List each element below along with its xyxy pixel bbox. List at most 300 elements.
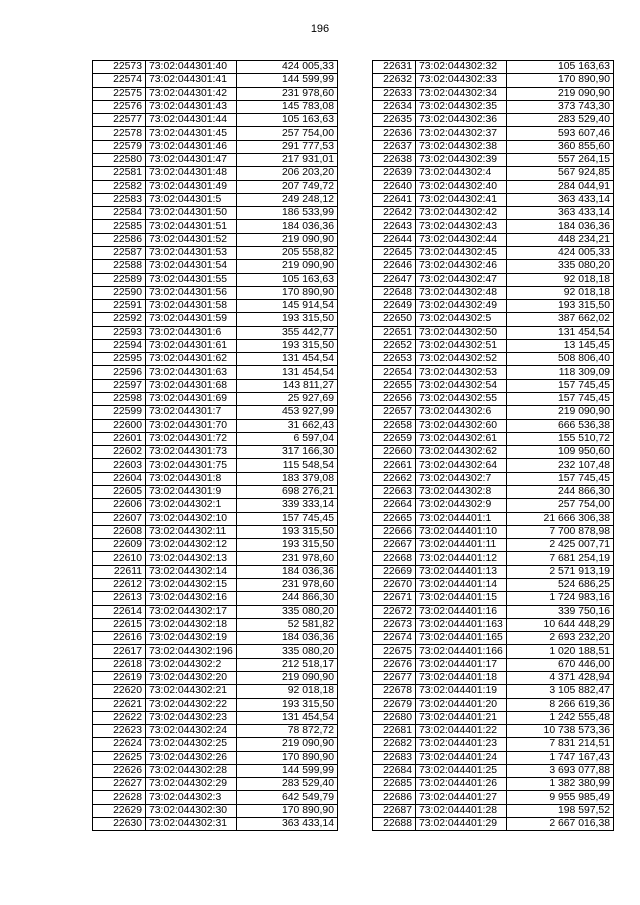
value-cell: 8 266 619,36 bbox=[507, 698, 614, 711]
row-number-cell: 22624 bbox=[93, 738, 146, 751]
value-cell: 2 425 007,71 bbox=[507, 539, 614, 552]
value-cell: 7 681 254,19 bbox=[507, 552, 614, 565]
cadastral-number-cell: 73:02:044302:45 bbox=[416, 246, 507, 259]
cadastral-number-cell: 73:02:044302:38 bbox=[416, 140, 507, 153]
cadastral-number-cell: 73:02:044302:7 bbox=[416, 472, 507, 485]
row-number-cell: 22628 bbox=[93, 791, 146, 804]
row-number-cell: 22636 bbox=[373, 127, 416, 140]
table-row bbox=[373, 605, 614, 618]
row-number-cell: 22655 bbox=[373, 379, 416, 392]
table-row bbox=[93, 353, 338, 366]
table-row bbox=[373, 61, 614, 74]
value-cell: 78 872,72 bbox=[237, 725, 338, 738]
table-row bbox=[373, 725, 614, 738]
row-number-cell: 22581 bbox=[93, 167, 146, 180]
value-cell: 335 080,20 bbox=[237, 645, 338, 658]
value-cell: 109 950,60 bbox=[507, 446, 614, 459]
row-number-cell: 22649 bbox=[373, 300, 416, 313]
table-row bbox=[93, 685, 338, 698]
row-number-cell: 22604 bbox=[93, 472, 146, 485]
value-cell: 219 090,90 bbox=[237, 233, 338, 246]
row-number-cell: 22685 bbox=[373, 778, 416, 791]
row-number-cell: 22584 bbox=[93, 207, 146, 220]
value-cell: 212 518,17 bbox=[237, 658, 338, 671]
row-number-cell: 22674 bbox=[373, 632, 416, 645]
cadastral-number-cell: 73:02:044301:9 bbox=[146, 486, 237, 499]
cadastral-number-cell: 73:02:044302:13 bbox=[146, 552, 237, 565]
row-number-cell: 22638 bbox=[373, 153, 416, 166]
cadastral-number-cell: 73:02:044401:165 bbox=[416, 632, 507, 645]
row-number-cell: 22589 bbox=[93, 273, 146, 286]
table-row bbox=[93, 552, 338, 565]
value-cell: 115 548,54 bbox=[237, 459, 338, 472]
value-cell: 186 533,99 bbox=[237, 207, 338, 220]
row-number-cell: 22601 bbox=[93, 432, 146, 445]
cadastral-number-cell: 73:02:044302:62 bbox=[416, 446, 507, 459]
row-number-cell: 22631 bbox=[373, 61, 416, 74]
value-cell: 143 811,27 bbox=[237, 379, 338, 392]
cadastral-number-cell: 73:02:044302:11 bbox=[146, 525, 237, 538]
cadastral-number-cell: 73:02:044401:10 bbox=[416, 525, 507, 538]
cadastral-number-cell: 73:02:044401:14 bbox=[416, 578, 507, 591]
table-row bbox=[93, 193, 338, 206]
value-cell: 170 890,90 bbox=[237, 286, 338, 299]
table-row bbox=[373, 339, 614, 352]
row-number-cell: 22577 bbox=[93, 114, 146, 127]
row-number-cell: 22632 bbox=[373, 74, 416, 87]
value-cell: 184 036,36 bbox=[237, 632, 338, 645]
table-row bbox=[373, 326, 614, 339]
value-cell: 231 978,60 bbox=[237, 552, 338, 565]
cadastral-number-cell: 73:02:044302:22 bbox=[146, 698, 237, 711]
value-cell: 698 276,21 bbox=[237, 486, 338, 499]
cadastral-number-cell: 73:02:044401:27 bbox=[416, 791, 507, 804]
table-row bbox=[373, 140, 614, 153]
row-number-cell: 22593 bbox=[93, 326, 146, 339]
table-row bbox=[93, 167, 338, 180]
value-cell: 1 724 983,16 bbox=[507, 592, 614, 605]
row-number-cell: 22651 bbox=[373, 326, 416, 339]
table-row bbox=[93, 525, 338, 538]
table-row bbox=[93, 459, 338, 472]
row-number-cell: 22648 bbox=[373, 286, 416, 299]
value-cell: 92 018,18 bbox=[507, 273, 614, 286]
row-number-cell: 22582 bbox=[93, 180, 146, 193]
value-cell: 666 536,38 bbox=[507, 419, 614, 432]
cadastral-number-cell: 73:02:044302:32 bbox=[416, 61, 507, 74]
cadastral-number-cell: 73:02:044301:42 bbox=[146, 87, 237, 100]
row-number-cell: 22676 bbox=[373, 658, 416, 671]
cadastral-number-cell: 73:02:044302:41 bbox=[416, 193, 507, 206]
value-cell: 424 005,33 bbox=[237, 61, 338, 74]
row-number-cell: 22684 bbox=[373, 764, 416, 777]
value-cell: 360 855,60 bbox=[507, 140, 614, 153]
row-number-cell: 22658 bbox=[373, 419, 416, 432]
value-cell: 424 005,33 bbox=[507, 246, 614, 259]
row-number-cell: 22656 bbox=[373, 393, 416, 406]
table-row bbox=[373, 393, 614, 406]
row-number-cell: 22586 bbox=[93, 233, 146, 246]
cadastral-number-cell: 73:02:044302:52 bbox=[416, 353, 507, 366]
table-row bbox=[373, 353, 614, 366]
value-cell: 219 090,90 bbox=[507, 87, 614, 100]
cadastral-number-cell: 73:02:044302:6 bbox=[416, 406, 507, 419]
table-row bbox=[93, 432, 338, 445]
cadastral-number-cell: 73:02:044301:7 bbox=[146, 406, 237, 419]
table-row bbox=[93, 233, 338, 246]
row-number-cell: 22602 bbox=[93, 446, 146, 459]
value-cell: 170 890,90 bbox=[237, 751, 338, 764]
value-cell: 593 607,46 bbox=[507, 127, 614, 140]
cadastral-number-cell: 73:02:044302:4 bbox=[416, 167, 507, 180]
row-number-cell: 22607 bbox=[93, 512, 146, 525]
value-cell: 339 750,16 bbox=[507, 605, 614, 618]
cadastral-number-cell: 73:02:044302:53 bbox=[416, 366, 507, 379]
row-number-cell: 22618 bbox=[93, 658, 146, 671]
value-cell: 193 315,50 bbox=[237, 313, 338, 326]
parcel-table-left bbox=[92, 60, 338, 831]
row-number-cell: 22606 bbox=[93, 499, 146, 512]
table-row bbox=[93, 578, 338, 591]
row-number-cell: 22642 bbox=[373, 207, 416, 220]
value-cell: 1 747 167,43 bbox=[507, 751, 614, 764]
value-cell: 244 866,30 bbox=[507, 486, 614, 499]
row-number-cell: 22603 bbox=[93, 459, 146, 472]
cadastral-number-cell: 73:02:044302:15 bbox=[146, 578, 237, 591]
cadastral-number-cell: 73:02:044302:8 bbox=[416, 486, 507, 499]
row-number-cell: 22600 bbox=[93, 419, 146, 432]
table-row bbox=[93, 632, 338, 645]
value-cell: 363 433,14 bbox=[507, 207, 614, 220]
row-number-cell: 22669 bbox=[373, 565, 416, 578]
value-cell: 7 831 214,51 bbox=[507, 738, 614, 751]
cadastral-number-cell: 73:02:044301:54 bbox=[146, 260, 237, 273]
cadastral-number-cell: 73:02:044302:42 bbox=[416, 207, 507, 220]
value-cell: 283 529,40 bbox=[237, 778, 338, 791]
cadastral-number-cell: 73:02:044301:49 bbox=[146, 180, 237, 193]
row-number-cell: 22609 bbox=[93, 539, 146, 552]
table-row bbox=[373, 539, 614, 552]
cadastral-number-cell: 73:02:044301:45 bbox=[146, 127, 237, 140]
cadastral-number-cell: 73:02:044302:19 bbox=[146, 632, 237, 645]
cadastral-number-cell: 73:02:044302:5 bbox=[416, 313, 507, 326]
cadastral-number-cell: 73:02:044301:59 bbox=[146, 313, 237, 326]
table-row bbox=[373, 100, 614, 113]
cadastral-number-cell: 73:02:044302:31 bbox=[146, 818, 237, 831]
cadastral-number-cell: 73:02:044302:51 bbox=[416, 339, 507, 352]
cadastral-number-cell: 73:02:044401:18 bbox=[416, 671, 507, 684]
cadastral-number-cell: 73:02:044302:9 bbox=[416, 499, 507, 512]
row-number-cell: 22679 bbox=[373, 698, 416, 711]
value-cell: 193 315,50 bbox=[237, 525, 338, 538]
table-row bbox=[373, 153, 614, 166]
cadastral-number-cell: 73:02:044301:55 bbox=[146, 273, 237, 286]
cadastral-number-cell: 73:02:044301:62 bbox=[146, 353, 237, 366]
row-number-cell: 22668 bbox=[373, 552, 416, 565]
row-number-cell: 22617 bbox=[93, 645, 146, 658]
value-cell: 7 700 878,98 bbox=[507, 525, 614, 538]
value-cell: 131 454,54 bbox=[237, 353, 338, 366]
value-cell: 193 315,50 bbox=[237, 539, 338, 552]
value-cell: 3 693 077,88 bbox=[507, 764, 614, 777]
table-row bbox=[93, 61, 338, 74]
value-cell: 363 433,14 bbox=[507, 193, 614, 206]
table-row bbox=[93, 671, 338, 684]
value-cell: 219 090,90 bbox=[237, 260, 338, 273]
row-number-cell: 22635 bbox=[373, 114, 416, 127]
table-row bbox=[93, 393, 338, 406]
table-row bbox=[93, 446, 338, 459]
value-cell: 524 686,25 bbox=[507, 578, 614, 591]
table-row bbox=[93, 419, 338, 432]
value-cell: 670 446,00 bbox=[507, 658, 614, 671]
value-cell: 184 036,36 bbox=[237, 565, 338, 578]
value-cell: 157 745,45 bbox=[237, 512, 338, 525]
parcel-table-right bbox=[372, 60, 614, 831]
row-number-cell: 22623 bbox=[93, 725, 146, 738]
cadastral-number-cell: 73:02:044401:13 bbox=[416, 565, 507, 578]
cadastral-number-cell: 73:02:044302:37 bbox=[416, 127, 507, 140]
value-cell: 257 754,00 bbox=[237, 127, 338, 140]
row-number-cell: 22657 bbox=[373, 406, 416, 419]
table-row bbox=[93, 738, 338, 751]
table-row bbox=[373, 313, 614, 326]
value-cell: 448 234,21 bbox=[507, 233, 614, 246]
row-number-cell: 22576 bbox=[93, 100, 146, 113]
table-row bbox=[373, 778, 614, 791]
cadastral-number-cell: 73:02:044302:16 bbox=[146, 592, 237, 605]
table-row bbox=[93, 366, 338, 379]
row-number-cell: 22663 bbox=[373, 486, 416, 499]
table-row bbox=[93, 246, 338, 259]
table-row bbox=[93, 313, 338, 326]
value-cell: 52 581,82 bbox=[237, 618, 338, 631]
table-row bbox=[93, 764, 338, 777]
cadastral-number-cell: 73:02:044302:47 bbox=[416, 273, 507, 286]
value-cell: 3 105 882,47 bbox=[507, 685, 614, 698]
cadastral-number-cell: 73:02:044301:63 bbox=[146, 366, 237, 379]
value-cell: 31 662,43 bbox=[237, 419, 338, 432]
row-number-cell: 22611 bbox=[93, 565, 146, 578]
cadastral-number-cell: 73:02:044301:72 bbox=[146, 432, 237, 445]
row-number-cell: 22605 bbox=[93, 486, 146, 499]
value-cell: 25 927,69 bbox=[237, 393, 338, 406]
value-cell: 1 382 380,99 bbox=[507, 778, 614, 791]
row-number-cell: 22580 bbox=[93, 153, 146, 166]
table-row bbox=[373, 74, 614, 87]
table-row bbox=[93, 512, 338, 525]
cadastral-number-cell: 73:02:044401:15 bbox=[416, 592, 507, 605]
table-row bbox=[93, 300, 338, 313]
cadastral-number-cell: 73:02:044302:1 bbox=[146, 499, 237, 512]
value-cell: 219 090,90 bbox=[507, 406, 614, 419]
value-cell: 145 783,08 bbox=[237, 100, 338, 113]
value-cell: 206 203,20 bbox=[237, 167, 338, 180]
value-cell: 205 558,82 bbox=[237, 246, 338, 259]
row-number-cell: 22681 bbox=[373, 725, 416, 738]
table-row bbox=[373, 300, 614, 313]
table-row bbox=[93, 180, 338, 193]
table-row bbox=[373, 512, 614, 525]
table-row bbox=[373, 592, 614, 605]
row-number-cell: 22678 bbox=[373, 685, 416, 698]
cadastral-number-cell: 73:02:044302:54 bbox=[416, 379, 507, 392]
cadastral-number-cell: 73:02:044301:51 bbox=[146, 220, 237, 233]
row-number-cell: 22667 bbox=[373, 539, 416, 552]
value-cell: 10 738 573,36 bbox=[507, 725, 614, 738]
table-row bbox=[93, 326, 338, 339]
table-row bbox=[373, 379, 614, 392]
table-row bbox=[373, 632, 614, 645]
value-cell: 557 264,15 bbox=[507, 153, 614, 166]
row-number-cell: 22671 bbox=[373, 592, 416, 605]
cadastral-number-cell: 73:02:044302:61 bbox=[416, 432, 507, 445]
cadastral-number-cell: 73:02:044301:53 bbox=[146, 246, 237, 259]
cadastral-number-cell: 73:02:044401:26 bbox=[416, 778, 507, 791]
cadastral-number-cell: 73:02:044302:2 bbox=[146, 658, 237, 671]
table-row bbox=[373, 499, 614, 512]
row-number-cell: 22639 bbox=[373, 167, 416, 180]
row-number-cell: 22630 bbox=[93, 818, 146, 831]
row-number-cell: 22626 bbox=[93, 764, 146, 777]
cadastral-number-cell: 73:02:044302:39 bbox=[416, 153, 507, 166]
cadastral-number-cell: 73:02:044401:11 bbox=[416, 539, 507, 552]
value-cell: 144 599,99 bbox=[237, 764, 338, 777]
cadastral-number-cell: 73:02:044301:69 bbox=[146, 393, 237, 406]
value-cell: 4 371 428,94 bbox=[507, 671, 614, 684]
row-number-cell: 22583 bbox=[93, 193, 146, 206]
table-row bbox=[373, 738, 614, 751]
table-row bbox=[93, 751, 338, 764]
row-number-cell: 22654 bbox=[373, 366, 416, 379]
cadastral-number-cell: 73:02:044301:40 bbox=[146, 61, 237, 74]
table-row bbox=[373, 671, 614, 684]
value-cell: 118 309,09 bbox=[507, 366, 614, 379]
value-cell: 2 693 232,20 bbox=[507, 632, 614, 645]
row-number-cell: 22673 bbox=[373, 618, 416, 631]
row-number-cell: 22653 bbox=[373, 353, 416, 366]
row-number-cell: 22597 bbox=[93, 379, 146, 392]
table-row bbox=[93, 207, 338, 220]
value-cell: 207 749,72 bbox=[237, 180, 338, 193]
row-number-cell: 22592 bbox=[93, 313, 146, 326]
value-cell: 219 090,90 bbox=[237, 738, 338, 751]
table-row bbox=[373, 114, 614, 127]
cadastral-number-cell: 73:02:044301:8 bbox=[146, 472, 237, 485]
row-number-cell: 22615 bbox=[93, 618, 146, 631]
row-number-cell: 22660 bbox=[373, 446, 416, 459]
cadastral-number-cell: 73:02:044401:1 bbox=[416, 512, 507, 525]
value-cell: 193 315,50 bbox=[237, 339, 338, 352]
value-cell: 2 667 016,38 bbox=[507, 818, 614, 831]
table-row bbox=[93, 539, 338, 552]
row-number-cell: 22640 bbox=[373, 180, 416, 193]
value-cell: 145 914,54 bbox=[237, 300, 338, 313]
cadastral-number-cell: 73:02:044302:17 bbox=[146, 605, 237, 618]
cadastral-number-cell: 73:02:044301:5 bbox=[146, 193, 237, 206]
table-row bbox=[373, 167, 614, 180]
cadastral-number-cell: 73:02:044302:49 bbox=[416, 300, 507, 313]
table-body bbox=[93, 61, 338, 831]
cadastral-number-cell: 73:02:044302:36 bbox=[416, 114, 507, 127]
cadastral-number-cell: 73:02:044302:40 bbox=[416, 180, 507, 193]
row-number-cell: 22650 bbox=[373, 313, 416, 326]
cadastral-number-cell: 73:02:044301:61 bbox=[146, 339, 237, 352]
value-cell: 131 454,54 bbox=[237, 366, 338, 379]
value-cell: 170 890,90 bbox=[507, 74, 614, 87]
table-row bbox=[93, 711, 338, 724]
cadastral-number-cell: 73:02:044302:18 bbox=[146, 618, 237, 631]
row-number-cell: 22677 bbox=[373, 671, 416, 684]
table-row bbox=[373, 207, 614, 220]
cadastral-number-cell: 73:02:044301:48 bbox=[146, 167, 237, 180]
row-number-cell: 22574 bbox=[93, 74, 146, 87]
cadastral-number-cell: 73:02:044301:52 bbox=[146, 233, 237, 246]
row-number-cell: 22634 bbox=[373, 100, 416, 113]
row-number-cell: 22641 bbox=[373, 193, 416, 206]
row-number-cell: 22595 bbox=[93, 353, 146, 366]
row-number-cell: 22598 bbox=[93, 393, 146, 406]
row-number-cell: 22616 bbox=[93, 632, 146, 645]
table-row bbox=[93, 406, 338, 419]
value-cell: 257 754,00 bbox=[507, 499, 614, 512]
table-row bbox=[373, 645, 614, 658]
row-number-cell: 22621 bbox=[93, 698, 146, 711]
row-number-cell: 22647 bbox=[373, 273, 416, 286]
row-number-cell: 22675 bbox=[373, 645, 416, 658]
cadastral-number-cell: 73:02:044302:28 bbox=[146, 764, 237, 777]
table-row bbox=[93, 127, 338, 140]
value-cell: 193 315,50 bbox=[237, 698, 338, 711]
cadastral-number-cell: 73:02:044401:163 bbox=[416, 618, 507, 631]
value-cell: 642 549,79 bbox=[237, 791, 338, 804]
cadastral-number-cell: 73:02:044302:29 bbox=[146, 778, 237, 791]
table-row bbox=[373, 751, 614, 764]
table-row bbox=[373, 286, 614, 299]
table-row bbox=[373, 764, 614, 777]
cadastral-number-cell: 73:02:044401:21 bbox=[416, 711, 507, 724]
row-number-cell: 22619 bbox=[93, 671, 146, 684]
value-cell: 131 454,54 bbox=[237, 711, 338, 724]
table-row bbox=[373, 578, 614, 591]
value-cell: 184 036,36 bbox=[237, 220, 338, 233]
table-row bbox=[93, 791, 338, 804]
value-cell: 157 745,45 bbox=[507, 379, 614, 392]
row-number-cell: 22664 bbox=[373, 499, 416, 512]
row-number-cell: 22633 bbox=[373, 87, 416, 100]
row-number-cell: 22608 bbox=[93, 525, 146, 538]
table-row bbox=[373, 273, 614, 286]
row-number-cell: 22596 bbox=[93, 366, 146, 379]
table-row bbox=[373, 525, 614, 538]
value-cell: 6 597,04 bbox=[237, 432, 338, 445]
value-cell: 9 955 985,49 bbox=[507, 791, 614, 804]
table-row bbox=[373, 406, 614, 419]
row-number-cell: 22610 bbox=[93, 552, 146, 565]
cadastral-number-cell: 73:02:044301:56 bbox=[146, 286, 237, 299]
cadastral-number-cell: 73:02:044302:55 bbox=[416, 393, 507, 406]
cadastral-number-cell: 73:02:044301:73 bbox=[146, 446, 237, 459]
cadastral-number-cell: 73:02:044401:20 bbox=[416, 698, 507, 711]
row-number-cell: 22625 bbox=[93, 751, 146, 764]
value-cell: 92 018,18 bbox=[507, 286, 614, 299]
value-cell: 291 777,53 bbox=[237, 140, 338, 153]
cadastral-number-cell: 73:02:044401:166 bbox=[416, 645, 507, 658]
table-row bbox=[373, 711, 614, 724]
value-cell: 1 242 555,48 bbox=[507, 711, 614, 724]
row-number-cell: 22652 bbox=[373, 339, 416, 352]
cadastral-number-cell: 73:02:044302:43 bbox=[416, 220, 507, 233]
